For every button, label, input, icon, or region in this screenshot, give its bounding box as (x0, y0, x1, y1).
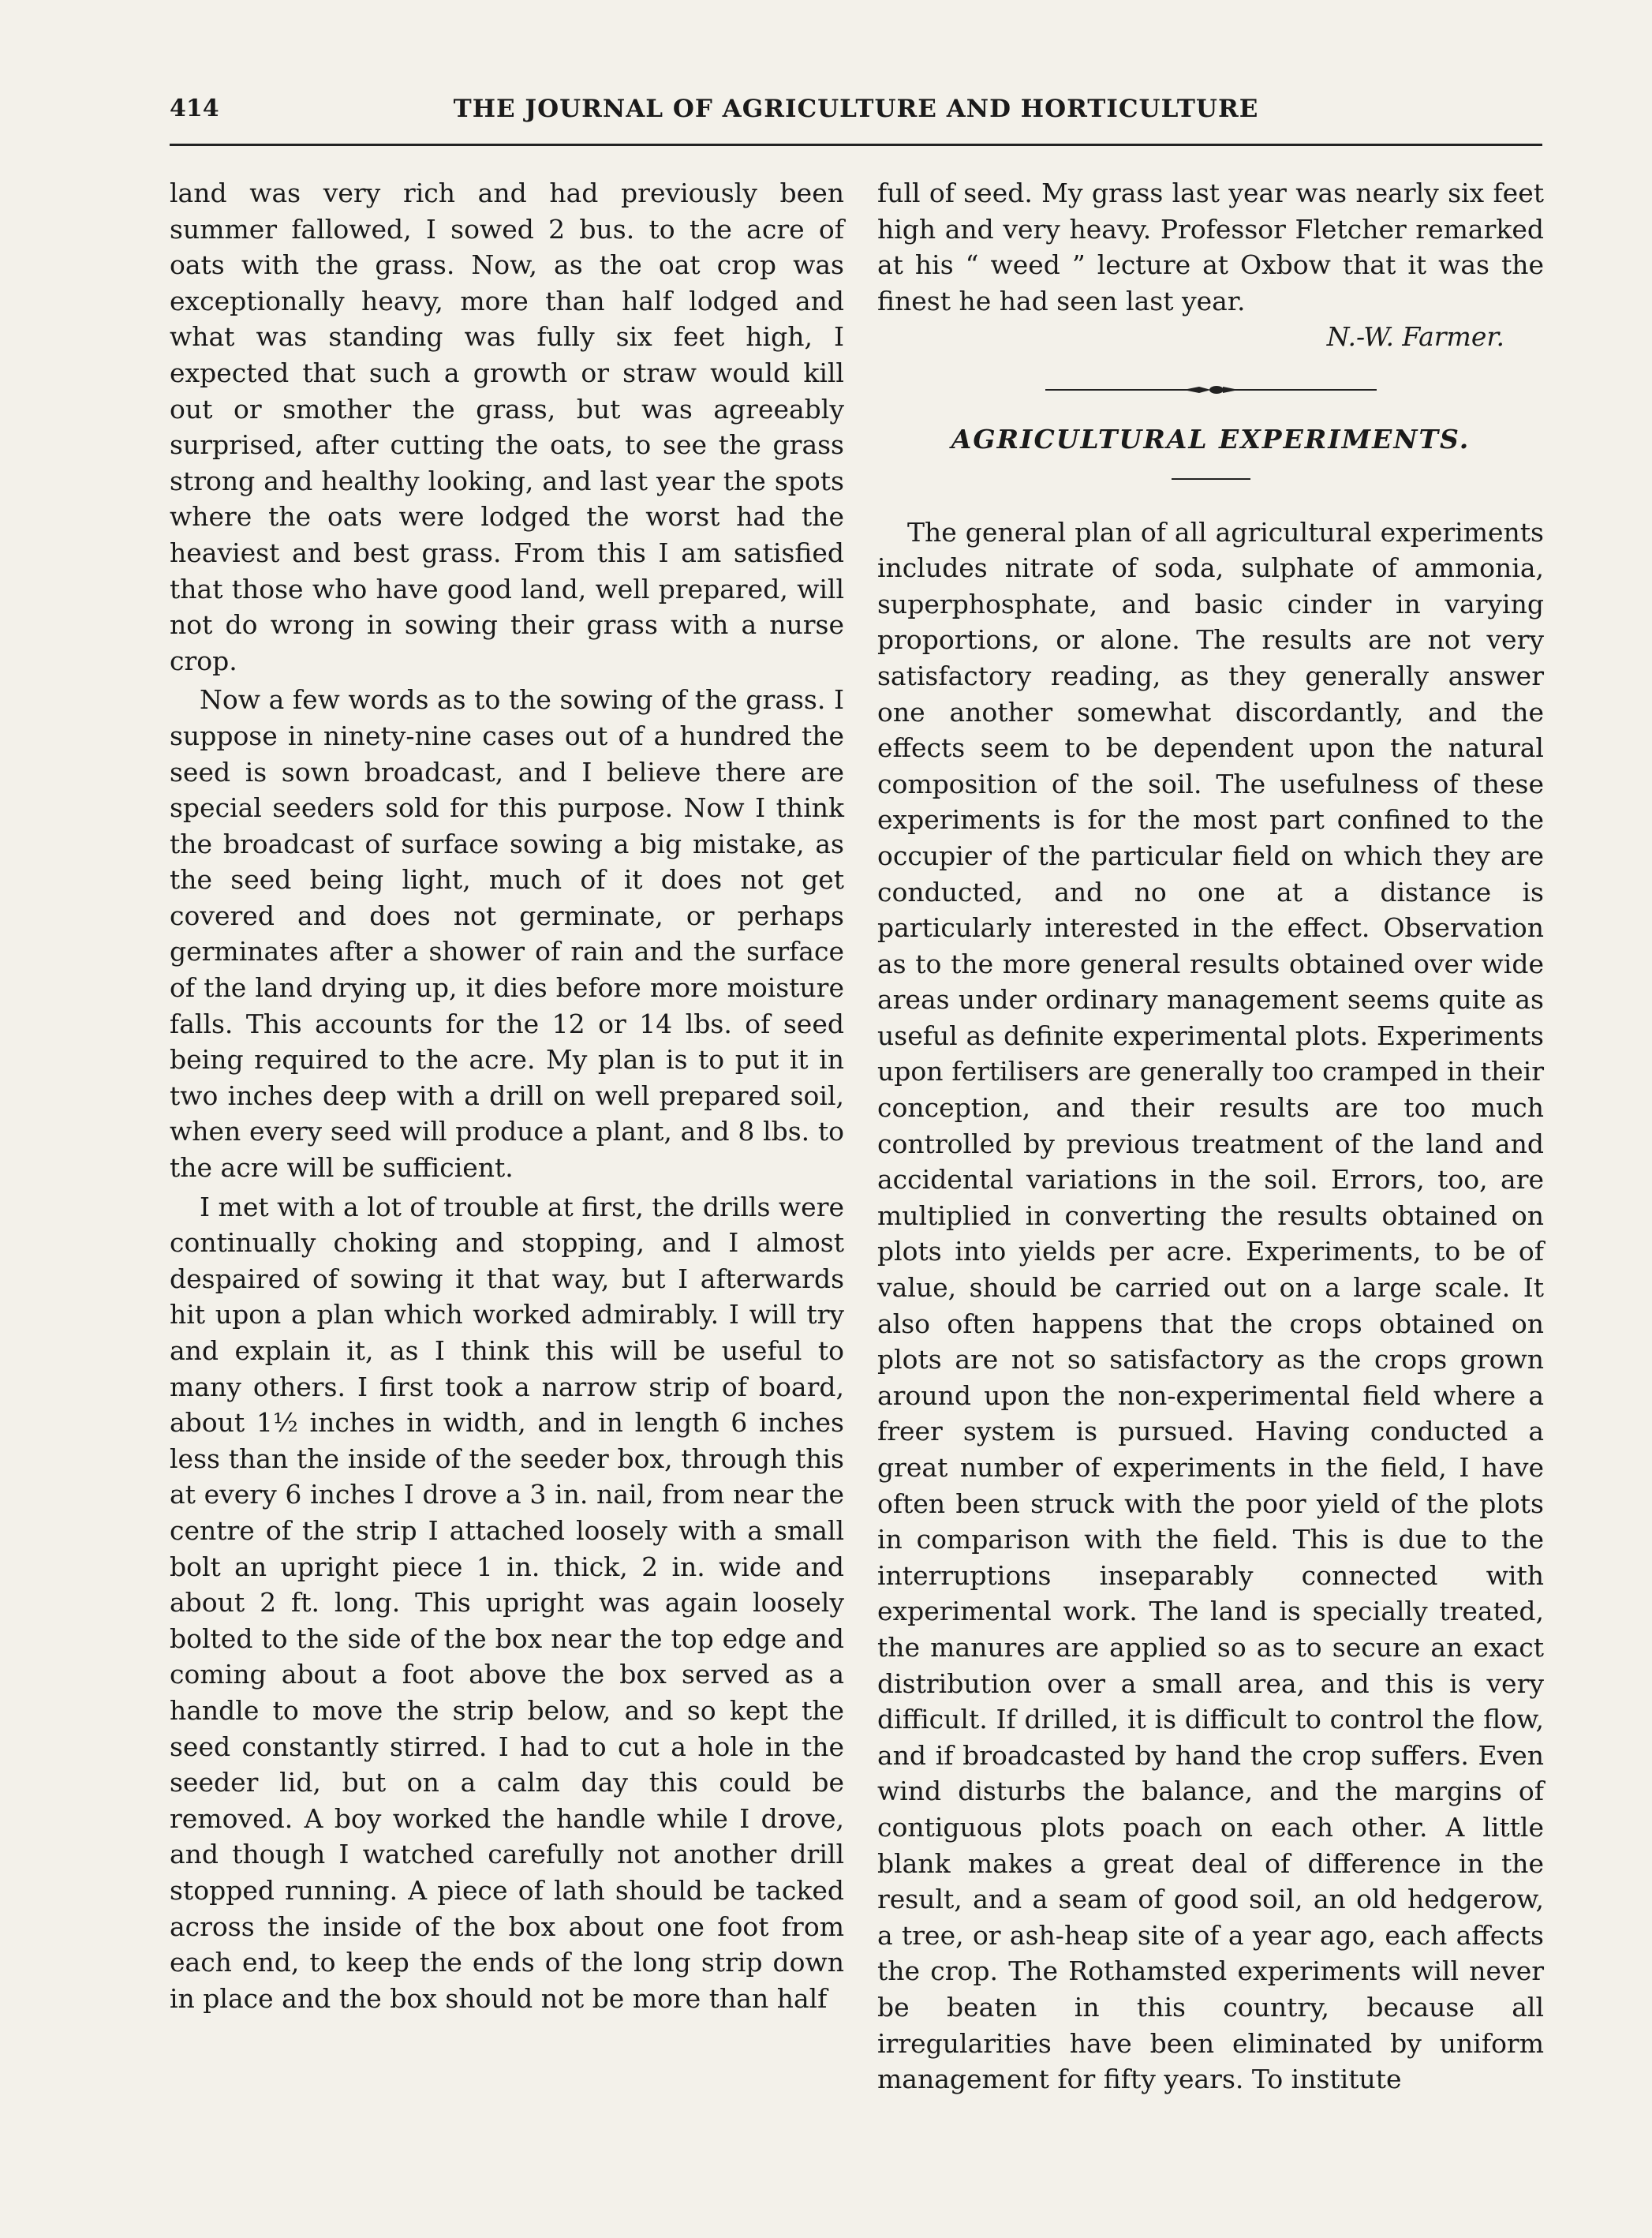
left-paragraph-2: Now a few words as to the sowing of the grass. I suppose in ninety-nine cases out of a hundred the seed is sown broadcast, and I believe there are special seeders sold for this purpose. Now I think the broadcast of surface sowing a big mistake, as the seed being light, much of it does not get covered and does not germinate, or perhaps germinates after a shower of rain and the surface of the land drying up, it dies before more moisture falls. This accounts for the 12 or 14 lbs. of seed being required to the acre. My plan is to put it in two inches deep with a drill on well prepared soil, when every seed will produce a plant, and 8 lbs. to the acre will be sufficient. (170, 684, 844, 1184)
left-paragraph-3: I met with a lot of trouble at first, the drills were continually choking and stopping, and I almost despaired of sowing it that way, but I afterwards hit upon a plan which worked admirably. I will try and explain it, as I think this will be useful to many others. I first took a narrow strip of board, about 1½ inches in width, and in length 6 inches less than the inside of the seeder box, through this at every 6 inches I drove a 3 in. nail, from near the centre of the strip I attached loosely with a small bolt an upright piece 1 in. thick, 2 in. wide and about 2 ft. long. This upright was again loosely bolted to the side of the box near the top edge and coming about a foot above the box served as a handle to move the strip below, and so kept the seed constantly stirred. I had to cut a hole in the seeder lid, but on a calm day this could be removed. A boy worked the handle while I drove, and though I watched carefully not another drill stopped running. A piece of lath should be tacked across the inside of the box about one foot from each end, to keep the ends of the long strip down in place and the box should not be more than half (170, 1191, 844, 2014)
right-paragraph-1: full of seed. My grass last year was nearly six feet high and very heavy. Professor Fletcher remarked at his “ weed ” lecture at Oxbow that it was the finest he had seen last year. (877, 178, 1544, 316)
page-number: 414 (170, 95, 219, 122)
signature: N.-W. Farmer. (1326, 321, 1504, 353)
right-column (877, 175, 1544, 2098)
title-underline-rule (1172, 478, 1250, 480)
section-title: AGRICULTURAL EXPERIMENTS. (951, 423, 1471, 455)
right-paragraph-2: The general plan of all agricultural experiments includes nitrate of soda, sulphate of ammonia, superphosphate, and basic cinder in varying proportions, or alone. The results are not very satisfactory reading, as they generally answer one another somewhat discordantly, and the effects seem to be dependent upon the natural composition of the soil. The usefulness of these experiments is for the most part confined to the occupier of the particular field on which they are conducted, and no one at a distance is particularly interested in the effect. Observation as to the more general results obtained over wide areas under ordinary management seems quite as useful as definite experimental plots. Experiments upon fertilisers are generally too cramped in their conception, and their results are too much controlled by previous treatment of the land and accidental variations in the soil. Errors, too, are multiplied in converting the results obtained on plots into yields per acre. Experiments, to be of value, should be carried out on a large scale. It also often happens that the crops obtained on plots are not so satisfactory as the crops grown around upon the non-experimental field where a freer system is pursued. Having conducted a great number of experiments in the field, I have often been struck with the poor yield of the plots in comparison with the field. This is due to the interruptions inseparably connected with experimental work. The land is specially treated, the manures are applied so as to secure an exact distribution over a small area, and this is very difficult. If drilled, it is difficult to control the flow, and if broadcasted by hand the crop suffers. Even wind disturbs the balance, and the margins of contiguous plots poach on each other. A little blank makes a great deal of difference in the result, and a seam of good soil, an old hedgerow, a tree, or ash-heap site of a year ago, each affects the crop. The Rothamsted experiments will never be beaten in this country, because all irregularities have been eliminated by uniform management for fifty years. To institute (877, 516, 1544, 2095)
left-column (170, 175, 844, 2016)
page-header (170, 95, 1542, 142)
running-title: THE JOURNAL OF AGRICULTURE AND HORTICULTURE (453, 95, 1259, 123)
header-rule (170, 144, 1542, 146)
section-divider-ornament (1045, 382, 1377, 398)
left-paragraph-1: land was very rich and had previously been summer fallowed, I sowed 2 bus. to the acre of oats with the grass. Now, as the oat crop was exceptionally heavy, more than half lodged and what was standing was fully six feet high, I expected that such a growth or straw would kill out or smother the grass, but was agreeably surprised, after cutting the oats, to see the grass strong and healthy looking, and last year the spots where the oats were lodged the worst had the heaviest and best grass. From this I am satisfied that those who have good land, well prepared, will not do wrong in sowing their grass with a nurse crop. (170, 178, 844, 676)
